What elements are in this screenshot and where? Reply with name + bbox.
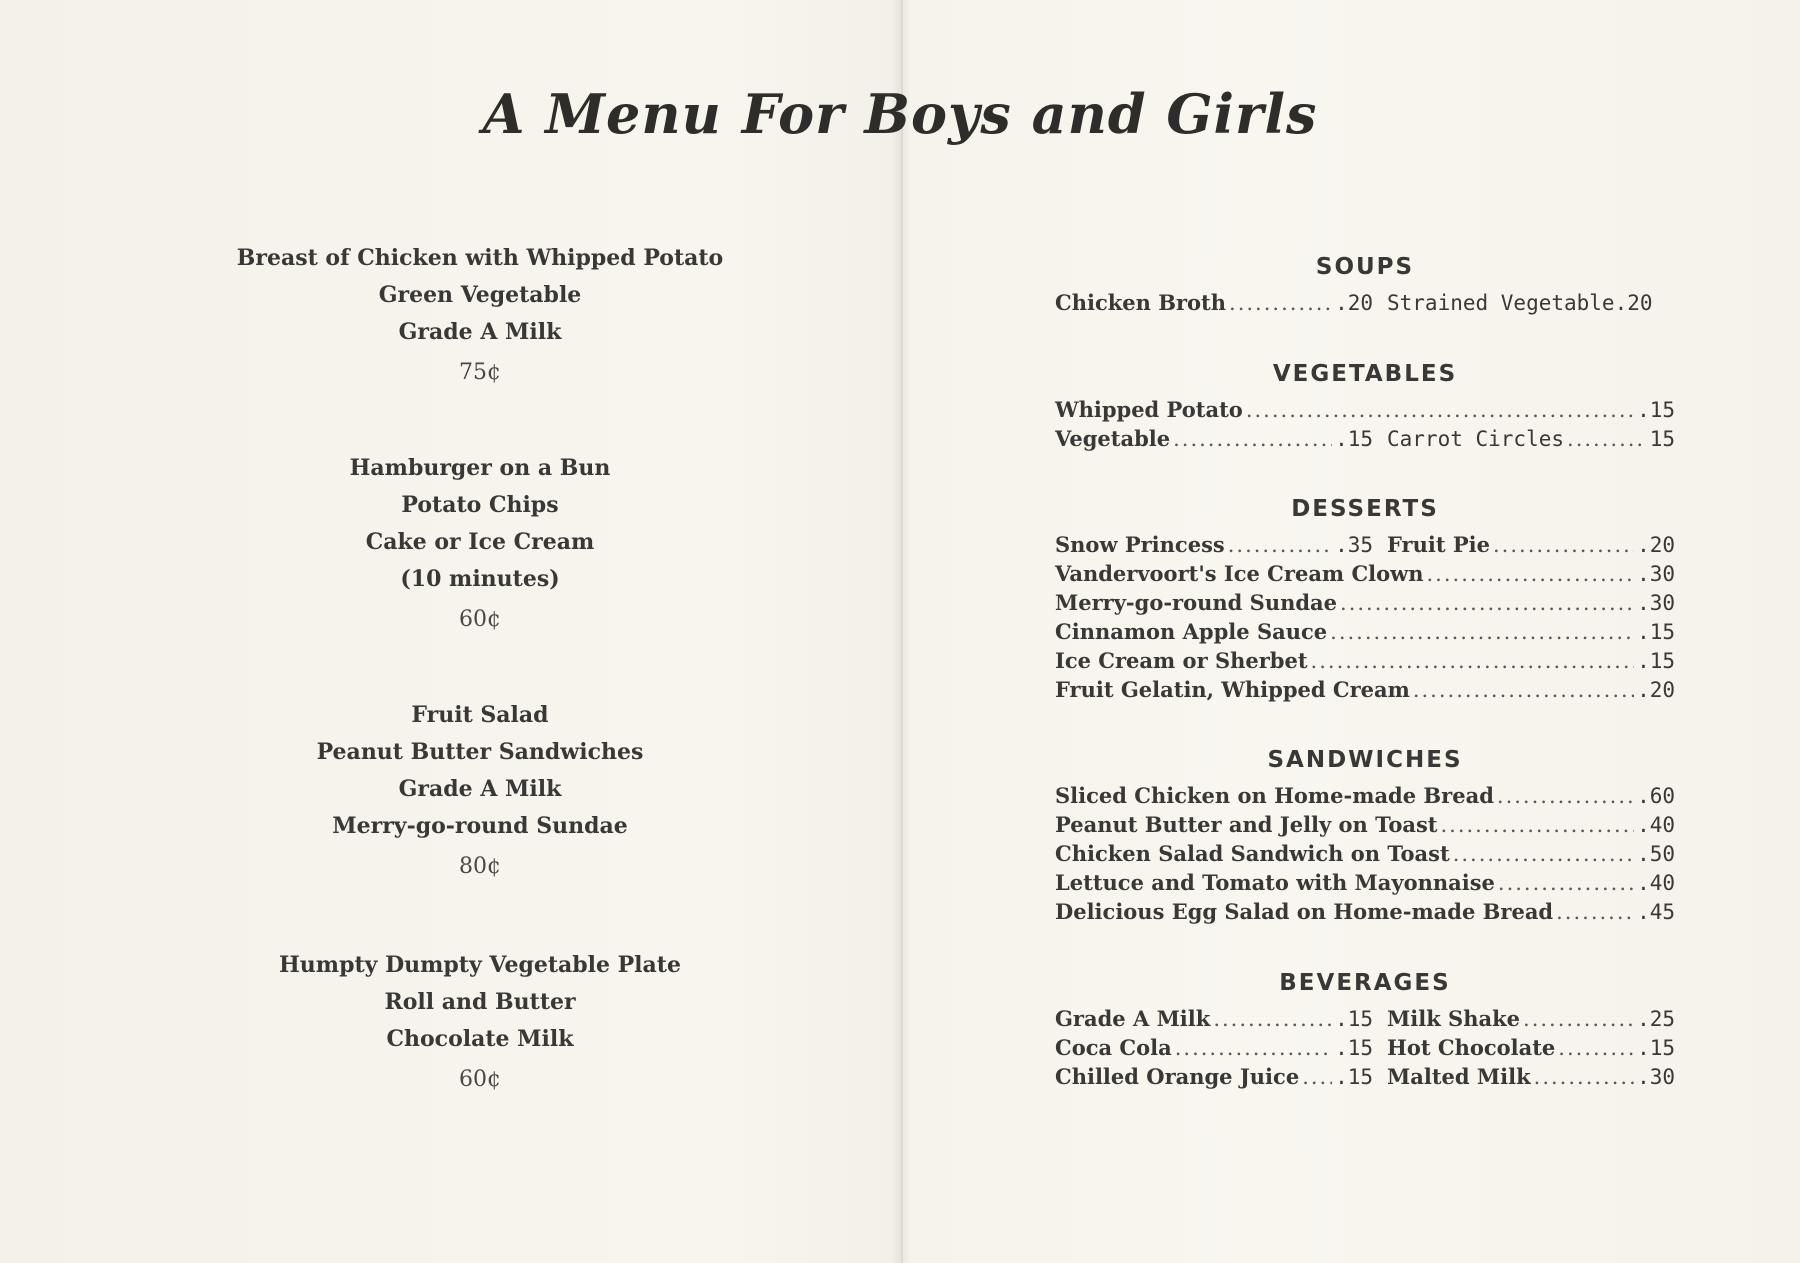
menu-item: Fruit Pie ..... .20 — [1387, 532, 1675, 557]
menu-item: Chicken Salad Sandwich on Toast ..... .50 — [1055, 841, 1675, 870]
menu-item: Vandervoort's Ice Cream Clown ..... .30 — [1055, 561, 1675, 590]
menu-item: Carrot Circles ..... 15 — [1387, 427, 1675, 451]
combo-price: 60¢ — [459, 1067, 501, 1092]
menu-title: A Menu For Boys and Girls — [482, 82, 1318, 146]
combo-line: Green Vegetable — [378, 282, 582, 308]
combo-line: Merry-go-round Sundae — [332, 813, 628, 839]
combo-line: Hamburger on a Bun — [349, 455, 611, 481]
combo-line: Grade A Milk — [398, 776, 562, 802]
menu-item: Vegetable ..... .15 — [1055, 426, 1373, 451]
page-fold — [901, 0, 903, 1263]
menu-item: Merry-go-round Sundae ..... .30 — [1055, 590, 1675, 619]
section-beverages — [1055, 966, 1675, 1093]
combo-plate-4 — [180, 947, 780, 1102]
combo-line: Chocolate Milk — [386, 1026, 574, 1052]
menu-item: Strained Vegetable .20 — [1387, 291, 1653, 315]
menu-item: Chilled Orange Juice ..... .15 — [1055, 1064, 1373, 1089]
menu-item: Ice Cream or Sherbet ..... .15 — [1055, 648, 1675, 677]
combo-line: Breast of Chicken with Whipped Potato — [236, 245, 724, 271]
combo-price: 80¢ — [459, 854, 501, 879]
menu-item: Whipped Potato ..... .15 — [1055, 397, 1675, 426]
combo-line: Peanut Butter Sandwiches — [316, 739, 644, 765]
section-heading: SOUPS — [1315, 254, 1415, 280]
menu-item: Snow Princess ..... .35 — [1055, 532, 1373, 557]
menu-item: Grade A Milk ..... .15 — [1055, 1006, 1373, 1031]
menu-item: Peanut Butter and Jelly on Toast ..... .40 — [1055, 812, 1675, 841]
combo-price: 75¢ — [459, 360, 501, 385]
combo-line: Humpty Dumpty Vegetable Plate — [279, 952, 681, 978]
section-vegetables — [1055, 357, 1675, 455]
combo-plate-2 — [180, 450, 780, 642]
section-soups — [1055, 250, 1675, 319]
section-heading: SANDWICHES — [1267, 747, 1463, 773]
section-heading: BEVERAGES — [1279, 970, 1451, 996]
menu-item: Coca Cola ..... .15 — [1055, 1035, 1373, 1060]
combo-plate-1 — [180, 240, 780, 395]
combo-price: 60¢ — [459, 607, 501, 632]
combo-line: (10 minutes) — [400, 566, 560, 592]
combo-line: Cake or Ice Cream — [365, 529, 595, 555]
menu-item: Hot Chocolate ..... .15 — [1387, 1035, 1675, 1060]
section-heading: DESSERTS — [1291, 496, 1439, 522]
menu-item: Chicken Broth ..... .20 — [1055, 290, 1373, 315]
menu-item: Lettuce and Tomato with Mayonnaise ..... .40 — [1055, 870, 1675, 899]
menu-item: Cinnamon Apple Sauce ..... .15 — [1055, 619, 1675, 648]
section-desserts — [1055, 492, 1675, 706]
combo-line: Grade A Milk — [398, 319, 562, 345]
combo-line: Roll and Butter — [384, 989, 576, 1015]
menu-item: Malted Milk ..... .30 — [1387, 1064, 1675, 1089]
section-heading: VEGETABLES — [1272, 361, 1458, 387]
menu-item: Fruit Gelatin, Whipped Cream ..... .20 — [1055, 677, 1675, 706]
combo-line: Fruit Salad — [411, 702, 549, 728]
section-sandwiches — [1055, 743, 1675, 928]
menu-item: Milk Shake ..... .25 — [1387, 1006, 1675, 1031]
menu-item: Sliced Chicken on Home-made Bread ..... .60 — [1055, 783, 1675, 812]
menu-item: Delicious Egg Salad on Home-made Bread ..... .45 — [1055, 899, 1675, 928]
combo-line: Potato Chips — [401, 492, 559, 518]
combo-plate-3 — [180, 697, 780, 889]
